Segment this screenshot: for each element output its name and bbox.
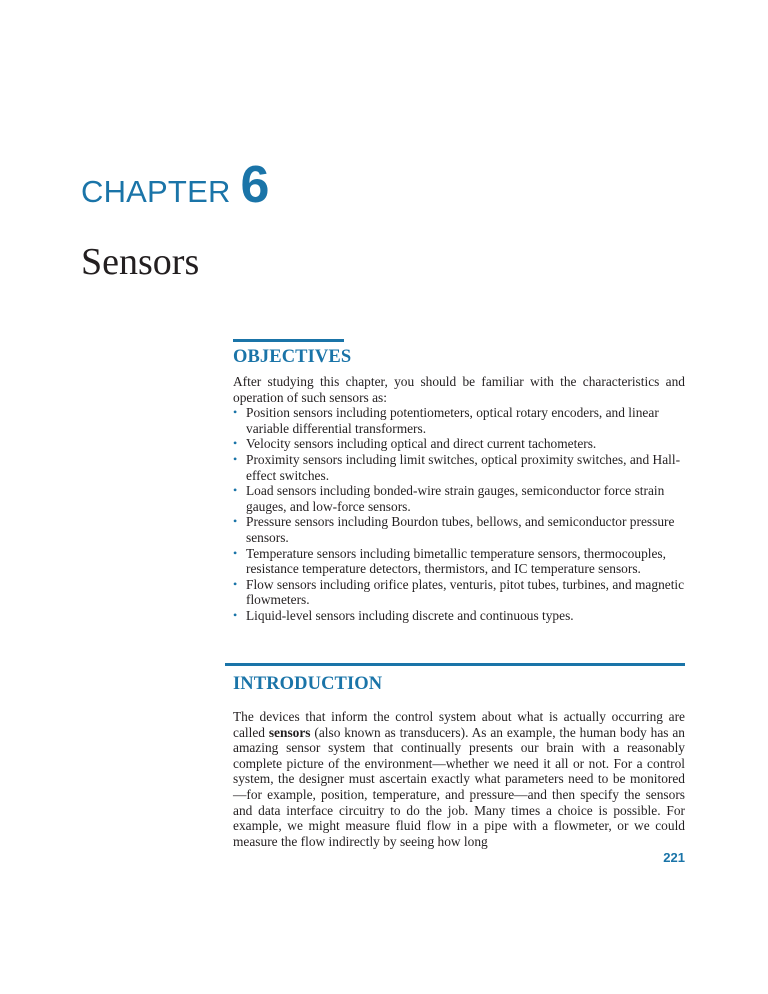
list-item-text: Pressure sensors including Bourdon tubes, bellows, and semiconductor pressure sensors. [246, 514, 675, 545]
list-item [233, 514, 685, 545]
objectives-intro: After studying this chapter, you should be familiar with the characteristics and operation of such sensors as: [233, 374, 685, 405]
chapter-number: 6 [240, 156, 270, 214]
introduction-paragraph [233, 709, 685, 849]
list-item [233, 405, 685, 436]
introduction-heading: INTRODUCTION [233, 674, 383, 694]
introduction-rule [225, 663, 685, 666]
list-item [233, 436, 685, 452]
list-item-text: Proximity sensors including limit switches, optical proximity switches, and Hall-effect switches. [246, 451, 681, 483]
list-item [233, 452, 685, 483]
chapter-label [81, 156, 270, 214]
page-number: 221 [663, 850, 685, 865]
list-item [233, 608, 685, 624]
list-item [233, 483, 685, 514]
list-item-text: Velocity sensors including optical and direct current tachometers. [246, 436, 597, 452]
chapter-word: CHAPTER [81, 174, 231, 209]
bullet-icon: • [233, 514, 238, 529]
objectives-section [233, 339, 685, 624]
bullet-icon: • [233, 436, 238, 451]
list-item-text: Load sensors including bonded-wire strain gauges, semiconductor force strain gauges, and low-force sensors. [246, 483, 665, 514]
bullet-icon: • [233, 405, 238, 420]
list-item-text: Liquid-level sensors including discrete and continuous types. [246, 607, 574, 623]
chapter-title: Sensors [81, 241, 200, 283]
list-item [233, 546, 685, 577]
objectives-heading: OBJECTIVES [233, 347, 352, 367]
list-item-text: Temperature sensors including bimetallic temperature sensors, thermocouples, resistance temperature detectors, thermistors, and IC temperature sensors. [246, 545, 666, 577]
intro-rest-text: (also known as transducers). As an example, the human body has an amazing sensor system that continually presents our brain with a reasonably complete picture of the environment—whether we need it all or not. For a control system, the designer must ascertain exactly what parameters need to be monitored—for example, position, temperature, and pressure—and then specify the sensors and data interface circuitry to do the job. Many times a choice is possible. For example, we might measure fluid flow in a pipe with a flowmeter, or we could measure the flow indirectly by seeing how long [233, 724, 685, 849]
introduction-section [233, 673, 685, 849]
intro-lead-text: The devices that inform the control system about what is actually occurring are called [233, 709, 685, 740]
bullet-icon: • [233, 607, 238, 622]
bullet-icon: • [233, 451, 238, 466]
bullet-icon: • [233, 483, 238, 498]
list-item [233, 577, 685, 608]
list-item-text: Position sensors including potentiometers, optical rotary encoders, and linear variable differential transformers. [246, 405, 659, 436]
bullet-icon: • [233, 576, 238, 591]
objectives-rule [233, 339, 344, 342]
term-sensors: sensors [268, 724, 311, 740]
objectives-list [233, 405, 685, 623]
list-item-text: Flow sensors including orifice plates, venturis, pitot tubes, turbines, and magnetic flowmeters. [246, 576, 685, 608]
bullet-icon: • [233, 545, 238, 560]
